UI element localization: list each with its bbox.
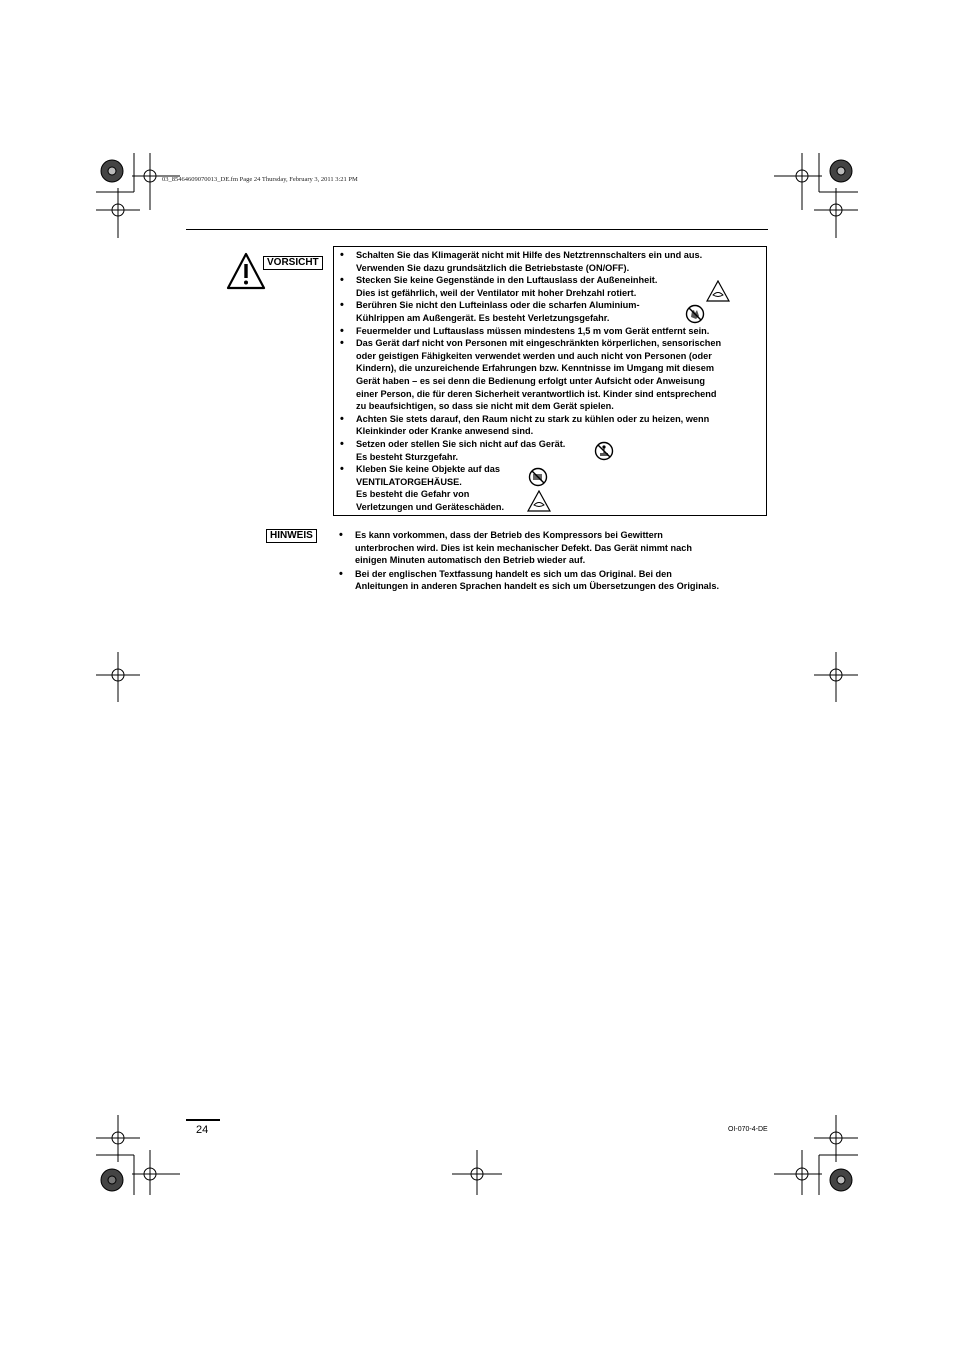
caution-item [334, 249, 721, 274]
note-item-line: Bei der englischen Textfassung handelt es sich um das Original. Bei den [355, 568, 672, 579]
warning-triangle-icon [226, 252, 266, 290]
caution-item-line: Dies ist gefährlich, weil der Ventilator mit hoher Drehzahl rotiert. [356, 287, 637, 298]
note-item [333, 568, 719, 593]
caution-item-line: Kindern), die unzureichende Erfahrungen bzw. Kenntnisse im Umgang mit diesem [356, 363, 715, 374]
top-rule [186, 229, 768, 230]
caution-item-line: Kleinkinder oder Kranke anwesend sind. [356, 426, 534, 437]
caution-item [334, 274, 721, 299]
note-item-line: Anleitungen in anderen Sprachen handelt es sich um Übersetzungen des Originals. [355, 581, 720, 592]
caution-item-line: Kühlrippen am Außengerät. Es besteht Verletzungsgefahr. [356, 312, 610, 323]
caution-item-line: oder geistigen Fähigkeiten verwendet werden und auch nicht von Personen (oder [356, 350, 712, 361]
page-number: 24 [196, 1124, 209, 1136]
caution-item-line: Setzen oder stellen Sie sich nicht auf das Gerät. [356, 438, 566, 449]
caution-item-line: Verletzungen und Geräteschäden. [356, 501, 505, 512]
caution-item [334, 337, 721, 413]
caution-item-line: Achten Sie stets darauf, den Raum nicht zu stark zu kühlen oder zu heizen, wenn [356, 413, 710, 424]
caution-item [334, 299, 721, 324]
caution-label: VORSICHT [263, 256, 323, 270]
document-code: OI-070-4-DE [728, 1126, 768, 1133]
file-info-header: 03_85464609070013_DE.fm Page 24 Thursday, February 3, 2011 3:21 PM [162, 176, 358, 183]
caution-item-line: Feuermelder und Luftauslass müssen mindestens 1,5 m vom Gerät entfernt sein. [356, 325, 710, 336]
caution-item-line: Es besteht die Gefahr von [356, 489, 470, 500]
note-item-line: unterbrochen wird. Dies ist kein mechanischer Defekt. Das Gerät nimmt nach [355, 542, 692, 553]
caution-small-icon [706, 280, 730, 302]
note-item [333, 529, 719, 567]
caution-small-icon [527, 490, 551, 512]
caution-item [334, 438, 721, 463]
note-label: HINWEIS [266, 529, 317, 543]
caution-item [334, 413, 721, 438]
caution-item-line: einer Person, die für deren Sicherheit verantwortlich ist. Kinder sind entsprechend [356, 388, 717, 399]
caution-item-line: Stecken Sie keine Gegenstände in den Luftauslass der Außeneinheit. [356, 275, 658, 286]
caution-item-line: Schalten Sie das Klimagerät nicht mit Hilfe des Netztrennschalters ein und aus. [356, 250, 703, 260]
caution-item-line: Das Gerät darf nicht von Personen mit eingeschränkten körperlichen, sensorischen [356, 338, 722, 349]
note-list [333, 529, 719, 594]
caution-item-line: Berühren Sie nicht den Lufteinlass oder die scharfen Aluminium- [356, 300, 640, 311]
no-standing-icon [594, 441, 614, 461]
caution-item-line: VENTILATORGEHÄUSE. [356, 476, 462, 487]
note-item-line: einigen Minuten automatisch den Betrieb wieder auf. [355, 555, 586, 566]
caution-item-line: Es besteht Sturzgefahr. [356, 451, 459, 462]
no-touch-icon [685, 304, 705, 324]
note-item-line: Es kann vorkommen, dass der Betrieb des Kompressors bei Gewittern [355, 530, 663, 540]
caution-item-line: Gerät haben – es sei denn die Bedienung erfolgt unter Aufsicht oder Anweisung [356, 375, 706, 386]
caution-item-line: Verwenden Sie dazu grundsätzlich die Betriebstaste (ON/OFF). [356, 262, 630, 273]
caution-item-line: zu beaufsichtigen, so dass sie nicht mit dem Gerät spielen. [356, 401, 614, 412]
caution-item-line: Kleben Sie keine Objekte auf das [356, 464, 500, 475]
no-sticker-icon [528, 467, 548, 487]
page-number-rule [186, 1119, 220, 1121]
caution-item [334, 325, 721, 338]
caution-box [333, 246, 767, 516]
